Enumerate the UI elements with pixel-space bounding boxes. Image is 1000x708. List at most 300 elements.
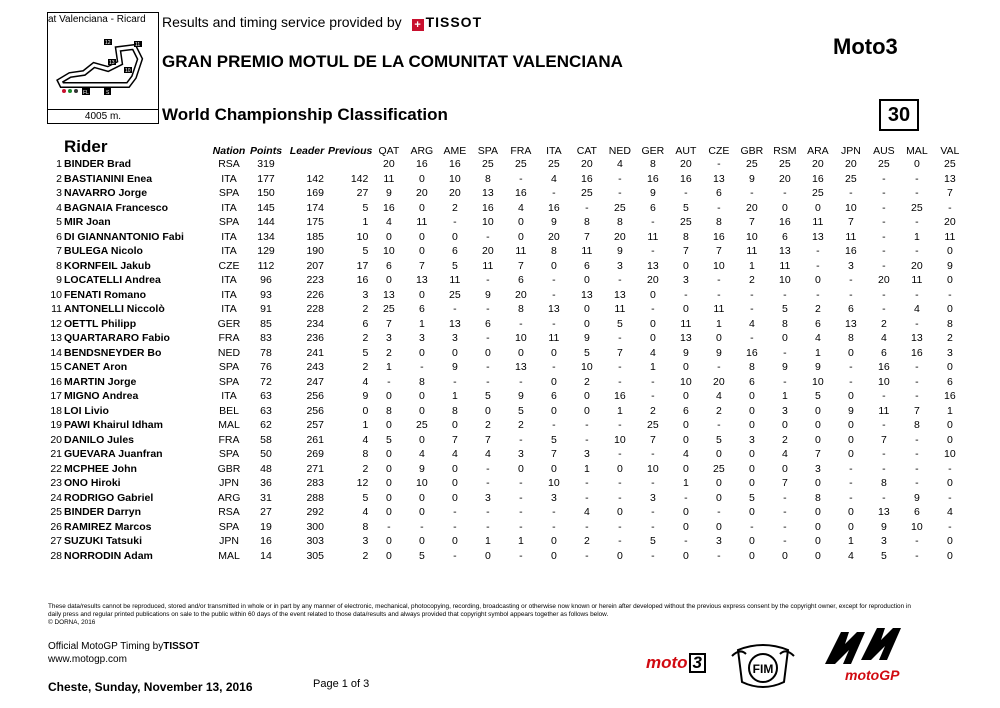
points-cell: 91 bbox=[260, 303, 272, 316]
race-points-cell-aut: 10 bbox=[680, 375, 692, 388]
race-points-cell-ger: 9 bbox=[649, 187, 656, 200]
race-points-cell-aus: 3 bbox=[880, 535, 887, 548]
race-points-cell-ita: 4 bbox=[550, 172, 557, 185]
leader-gap-cell: 256 bbox=[306, 404, 324, 417]
column-header-jpn: JPN bbox=[840, 145, 861, 157]
race-points-cell-ita: 9 bbox=[550, 216, 557, 229]
table-row bbox=[42, 215, 966, 230]
rider-name-cell: DANILO Jules bbox=[64, 433, 135, 446]
race-points-cell-ita: 0 bbox=[550, 462, 557, 475]
race-points-cell-qat: 0 bbox=[385, 549, 392, 562]
race-points-cell-val: - bbox=[948, 288, 952, 301]
race-points-cell-ame: 6 bbox=[451, 245, 458, 258]
race-points-cell-cat: 2 bbox=[583, 535, 590, 548]
rider-name-cell: CANET Aron bbox=[64, 361, 128, 374]
position-cell: 7 bbox=[56, 245, 62, 258]
race-points-cell-arg: 0 bbox=[418, 346, 425, 359]
race-points-cell-cze: 0 bbox=[715, 477, 722, 490]
rider-name-cell: MIR Joan bbox=[64, 216, 111, 229]
race-points-cell-aus: - bbox=[882, 216, 886, 229]
table-row bbox=[42, 491, 966, 506]
race-points-cell-ame: 0 bbox=[451, 535, 458, 548]
points-cell: 19 bbox=[260, 520, 272, 533]
leader-gap-cell: 288 bbox=[306, 491, 324, 504]
race-points-cell-ame: 0 bbox=[451, 230, 458, 243]
race-points-cell-fra: 20 bbox=[515, 288, 527, 301]
points-cell: 112 bbox=[257, 259, 275, 272]
race-points-cell-mal: 9 bbox=[913, 491, 920, 504]
race-points-cell-rsm: 20 bbox=[779, 172, 791, 185]
race-points-cell-spa: 0 bbox=[484, 346, 491, 359]
race-points-cell-gbr: 16 bbox=[746, 346, 758, 359]
table-row bbox=[42, 317, 966, 332]
race-points-cell-aus: 16 bbox=[878, 361, 890, 374]
race-points-cell-aus: 13 bbox=[878, 506, 890, 519]
previous-gap-cell: 3 bbox=[362, 535, 369, 548]
race-points-cell-rsm: 25 bbox=[779, 158, 791, 171]
race-points-cell-arg: 4 bbox=[418, 448, 425, 461]
race-points-cell-fra: - bbox=[519, 317, 523, 330]
race-points-cell-ger: 1 bbox=[649, 361, 656, 374]
race-points-cell-jpn: 0 bbox=[847, 520, 854, 533]
position-cell: 28 bbox=[50, 549, 62, 562]
rider-name-cell: RODRIGO Gabriel bbox=[64, 491, 154, 504]
timing-note-text: Results and timing service provided by bbox=[162, 14, 402, 30]
race-points-cell-ger: 5 bbox=[649, 535, 656, 548]
race-points-cell-arg: 11 bbox=[416, 216, 428, 229]
table-row bbox=[42, 476, 966, 491]
race-points-cell-aus: - bbox=[882, 230, 886, 243]
race-points-cell-fra: 25 bbox=[515, 158, 527, 171]
table-row bbox=[42, 549, 966, 564]
rider-name-cell: DI GIANNANTONIO Fabi bbox=[64, 230, 184, 243]
race-points-cell-ara: 5 bbox=[814, 390, 821, 403]
race-points-cell-ger: - bbox=[651, 549, 655, 562]
position-cell: 23 bbox=[50, 477, 62, 490]
race-points-cell-ame: 7 bbox=[451, 433, 458, 446]
rider-name-cell: GUEVARA Juanfran bbox=[64, 448, 163, 461]
race-points-cell-fra: 13 bbox=[515, 361, 527, 374]
race-points-cell-cat: 13 bbox=[581, 288, 593, 301]
race-points-cell-rsm: - bbox=[783, 375, 787, 388]
table-row bbox=[42, 505, 966, 520]
nation-cell: FRA bbox=[218, 332, 240, 345]
official-timing-text: Official MotoGP Timing by bbox=[48, 641, 164, 652]
previous-gap-cell: 8 bbox=[362, 520, 369, 533]
race-points-cell-qat: 0 bbox=[385, 230, 392, 243]
website-link[interactable]: www.motogp.com bbox=[48, 654, 127, 665]
table-row bbox=[42, 288, 966, 303]
race-points-cell-ame: 4 bbox=[451, 448, 458, 461]
race-points-cell-cze: 6 bbox=[715, 187, 722, 200]
nation-cell: SPA bbox=[218, 375, 240, 388]
race-points-cell-ara: 0 bbox=[814, 274, 821, 287]
nation-cell: ITA bbox=[221, 288, 237, 301]
rider-name-cell: RAMIREZ Marcos bbox=[64, 520, 152, 533]
race-points-cell-ara: 13 bbox=[812, 230, 824, 243]
race-points-cell-fra: 8 bbox=[517, 303, 524, 316]
race-points-cell-ita: 6 bbox=[550, 390, 557, 403]
race-points-cell-qat: 11 bbox=[383, 172, 395, 185]
race-points-cell-fra: - bbox=[519, 433, 523, 446]
race-points-cell-spa: 20 bbox=[482, 245, 494, 258]
points-cell: 150 bbox=[257, 187, 275, 200]
race-points-cell-jpn: - bbox=[849, 462, 853, 475]
race-points-cell-ita: 13 bbox=[548, 303, 560, 316]
position-cell: 5 bbox=[56, 216, 62, 229]
race-points-cell-aus: - bbox=[882, 201, 886, 214]
column-header-ned: NED bbox=[608, 145, 631, 157]
race-points-cell-aus: 8 bbox=[880, 477, 887, 490]
race-points-cell-ned: 25 bbox=[614, 201, 626, 214]
race-points-cell-mal: - bbox=[915, 361, 919, 374]
rider-name-cell: BENDSNEYDER Bo bbox=[64, 346, 162, 359]
race-points-cell-spa: 16 bbox=[482, 201, 494, 214]
race-points-cell-ame: 20 bbox=[449, 187, 461, 200]
race-points-cell-arg: - bbox=[420, 361, 424, 374]
timing-provider-note bbox=[162, 14, 482, 31]
race-points-cell-fra: 7 bbox=[517, 259, 524, 272]
race-points-cell-rsm: 9 bbox=[781, 361, 788, 374]
race-points-cell-ara: 0 bbox=[814, 506, 821, 519]
table-row bbox=[42, 418, 966, 433]
race-points-cell-cat: 11 bbox=[581, 245, 593, 258]
race-points-cell-gbr: 0 bbox=[748, 506, 755, 519]
rider-name-cell: BINDER Darryn bbox=[64, 506, 142, 519]
race-points-cell-ger: - bbox=[651, 303, 655, 316]
points-cell: 93 bbox=[260, 288, 272, 301]
race-points-cell-ame: 5 bbox=[451, 259, 458, 272]
race-points-cell-gbr: 3 bbox=[748, 433, 755, 446]
leader-gap-cell: 169 bbox=[306, 187, 324, 200]
race-points-cell-cat: 0 bbox=[583, 317, 590, 330]
race-points-cell-spa: 25 bbox=[482, 158, 494, 171]
leader-gap-cell: 175 bbox=[306, 216, 324, 229]
race-points-cell-rsm: 0 bbox=[781, 419, 788, 432]
race-points-cell-ned: 10 bbox=[614, 433, 626, 446]
race-points-cell-gbr: 0 bbox=[748, 462, 755, 475]
race-points-cell-aus: - bbox=[882, 390, 886, 403]
race-points-cell-rsm: 11 bbox=[779, 259, 791, 272]
race-points-cell-qat: 10 bbox=[383, 245, 395, 258]
points-cell: 83 bbox=[260, 332, 272, 345]
race-points-cell-aus: 11 bbox=[878, 404, 890, 417]
race-points-cell-fra: - bbox=[519, 172, 523, 185]
event-date: Cheste, Sunday, November 13, 2016 bbox=[48, 680, 253, 694]
race-points-cell-aut: 13 bbox=[680, 332, 692, 345]
nation-cell: GBR bbox=[217, 462, 241, 475]
race-points-cell-rsm: - bbox=[783, 288, 787, 301]
race-points-cell-rsm: 10 bbox=[779, 274, 791, 287]
leader-gap-cell: 190 bbox=[306, 245, 324, 258]
race-points-cell-aus: 7 bbox=[880, 433, 887, 446]
official-timing-block bbox=[48, 640, 199, 666]
race-points-cell-aus: - bbox=[882, 172, 886, 185]
race-points-cell-jpn: - bbox=[849, 375, 853, 388]
race-points-cell-mal: - bbox=[915, 535, 919, 548]
race-points-cell-ita: 16 bbox=[548, 201, 560, 214]
race-points-cell-arg: 0 bbox=[418, 491, 425, 504]
race-points-cell-gbr: 0 bbox=[748, 477, 755, 490]
race-points-cell-ara: 0 bbox=[814, 520, 821, 533]
previous-gap-cell: 5 bbox=[362, 245, 369, 258]
race-points-cell-cze: 13 bbox=[713, 172, 725, 185]
race-points-cell-cat: 4 bbox=[583, 506, 590, 519]
race-points-cell-mal: - bbox=[915, 288, 919, 301]
table-row bbox=[42, 520, 966, 535]
race-points-cell-ara: - bbox=[816, 288, 820, 301]
nation-cell: CZE bbox=[218, 259, 240, 272]
race-points-cell-cze: 0 bbox=[715, 491, 722, 504]
race-points-cell-ned: 4 bbox=[616, 158, 623, 171]
race-points-cell-qat: 0 bbox=[385, 390, 392, 403]
race-points-cell-ame: 2 bbox=[451, 201, 458, 214]
race-points-cell-ita: - bbox=[552, 274, 556, 287]
race-points-cell-ita: 25 bbox=[548, 158, 560, 171]
turn-label-10: 10 bbox=[125, 68, 131, 74]
table-row bbox=[42, 259, 966, 274]
race-points-cell-spa: 4 bbox=[484, 448, 491, 461]
race-points-cell-ara: 0 bbox=[814, 433, 821, 446]
leader-gap-cell: 300 bbox=[306, 520, 324, 533]
race-points-cell-ara: 9 bbox=[814, 361, 821, 374]
race-points-cell-cze: - bbox=[717, 288, 721, 301]
points-cell: 14 bbox=[260, 549, 272, 562]
race-points-cell-val: 0 bbox=[946, 245, 953, 258]
race-points-cell-qat: - bbox=[387, 520, 391, 533]
race-points-cell-arg: 25 bbox=[416, 419, 428, 432]
disclaimer bbox=[48, 603, 918, 627]
race-points-cell-ara: 0 bbox=[814, 477, 821, 490]
column-header-cat: CAT bbox=[576, 145, 597, 157]
moto3-logo-text: moto bbox=[646, 653, 688, 672]
circuit-map-box bbox=[47, 12, 159, 124]
race-points-cell-ger: 8 bbox=[649, 158, 656, 171]
race-points-cell-jpn: 20 bbox=[845, 158, 857, 171]
column-header-arg: ARG bbox=[410, 145, 434, 157]
race-points-cell-arg: 0 bbox=[418, 230, 425, 243]
race-points-cell-ger: 11 bbox=[647, 230, 659, 243]
race-points-cell-ita: - bbox=[552, 288, 556, 301]
table-row bbox=[42, 172, 966, 187]
race-points-cell-ger: - bbox=[651, 477, 655, 490]
race-points-cell-fra: - bbox=[519, 549, 523, 562]
circuit-length: 4005 m. bbox=[48, 109, 158, 123]
race-points-cell-arg: 20 bbox=[416, 187, 428, 200]
fim-logo bbox=[730, 642, 796, 690]
race-points-cell-ita: - bbox=[552, 317, 556, 330]
table-row bbox=[42, 404, 966, 419]
position-cell: 19 bbox=[50, 419, 62, 432]
finish-line-label: FL bbox=[83, 90, 89, 96]
leader-gap-cell: 271 bbox=[306, 462, 324, 475]
race-points-cell-ita: - bbox=[552, 506, 556, 519]
race-points-cell-mal: 7 bbox=[913, 404, 920, 417]
race-points-cell-ita: 0 bbox=[550, 404, 557, 417]
race-points-cell-mal: - bbox=[915, 477, 919, 490]
race-points-cell-ger: - bbox=[651, 448, 655, 461]
points-cell: 50 bbox=[260, 448, 272, 461]
race-points-cell-ned: 13 bbox=[614, 288, 626, 301]
standings-body bbox=[42, 157, 966, 563]
race-points-cell-ger: 3 bbox=[649, 491, 656, 504]
previous-gap-cell: 2 bbox=[362, 549, 369, 562]
race-points-cell-qat: 5 bbox=[385, 433, 392, 446]
table-row bbox=[42, 331, 966, 346]
rider-name-cell: LOCATELLI Andrea bbox=[64, 274, 161, 287]
race-points-cell-ame: 0 bbox=[451, 477, 458, 490]
race-points-cell-arg: 0 bbox=[418, 535, 425, 548]
position-cell: 4 bbox=[56, 201, 62, 214]
leader-gap-cell: 236 bbox=[306, 332, 324, 345]
race-points-cell-cat: 0 bbox=[583, 390, 590, 403]
race-points-cell-arg: 0 bbox=[418, 506, 425, 519]
race-points-cell-rsm: - bbox=[783, 506, 787, 519]
race-points-cell-ame: 8 bbox=[451, 404, 458, 417]
position-cell: 18 bbox=[50, 404, 62, 417]
position-cell: 26 bbox=[50, 520, 62, 533]
start-label: S bbox=[106, 90, 110, 96]
points-cell: 62 bbox=[260, 419, 272, 432]
leader-gap-cell: 243 bbox=[306, 361, 324, 374]
race-points-cell-mal: 20 bbox=[911, 259, 923, 272]
race-points-cell-ned: - bbox=[618, 419, 622, 432]
race-points-cell-fra: 5 bbox=[517, 404, 524, 417]
column-header-rsm: RSM bbox=[773, 145, 797, 157]
race-points-cell-cat: - bbox=[585, 549, 589, 562]
race-points-cell-fra: 1 bbox=[517, 535, 524, 548]
table-row bbox=[42, 462, 966, 477]
race-points-cell-aus: 20 bbox=[878, 274, 890, 287]
race-points-cell-aut: - bbox=[684, 288, 688, 301]
column-header-ita: ITA bbox=[546, 145, 562, 157]
race-points-cell-ame: 0 bbox=[451, 419, 458, 432]
nation-cell: BEL bbox=[219, 404, 239, 417]
race-points-cell-fra: - bbox=[519, 520, 523, 533]
race-points-cell-aus: - bbox=[882, 303, 886, 316]
race-points-cell-ita: 0 bbox=[550, 535, 557, 548]
race-points-cell-ara: 1 bbox=[814, 346, 821, 359]
position-cell: 3 bbox=[56, 187, 62, 200]
rider-name-cell: BINDER Brad bbox=[64, 158, 132, 171]
points-cell: 48 bbox=[260, 462, 272, 475]
race-points-cell-spa: 3 bbox=[484, 491, 491, 504]
previous-gap-cell: 6 bbox=[362, 317, 369, 330]
previous-gap-cell: 1 bbox=[362, 419, 369, 432]
race-points-cell-aus: 2 bbox=[880, 317, 887, 330]
race-points-cell-gbr: 2 bbox=[748, 274, 755, 287]
race-points-cell-ger: 16 bbox=[647, 172, 659, 185]
race-points-cell-cze: 20 bbox=[713, 375, 725, 388]
race-points-cell-mal: 16 bbox=[911, 346, 923, 359]
race-points-cell-jpn: - bbox=[849, 288, 853, 301]
turn-label-12: 12 bbox=[105, 40, 111, 46]
race-points-cell-spa: 0 bbox=[484, 404, 491, 417]
race-points-cell-ara: 25 bbox=[812, 187, 824, 200]
position-cell: 13 bbox=[50, 332, 62, 345]
position-cell: 22 bbox=[50, 462, 62, 475]
race-points-cell-jpn: 0 bbox=[847, 506, 854, 519]
nation-cell: SPA bbox=[218, 361, 240, 374]
race-points-cell-arg: 3 bbox=[418, 332, 425, 345]
race-points-cell-spa: 7 bbox=[484, 433, 491, 446]
table-row bbox=[42, 186, 966, 201]
leader-gap-cell: 283 bbox=[306, 477, 324, 490]
race-points-cell-jpn: 7 bbox=[847, 216, 854, 229]
race-points-cell-ger: - bbox=[651, 520, 655, 533]
points-cell: 27 bbox=[260, 506, 272, 519]
motogp-logo bbox=[815, 624, 925, 684]
table-row bbox=[42, 244, 966, 259]
position-cell: 12 bbox=[50, 317, 62, 330]
race-points-cell-aut: - bbox=[684, 535, 688, 548]
race-points-cell-aut: 1 bbox=[682, 477, 689, 490]
column-header-cze: CZE bbox=[708, 145, 730, 157]
race-points-cell-ger: - bbox=[651, 390, 655, 403]
points-cell: 31 bbox=[260, 491, 272, 504]
race-points-cell-mal: - bbox=[915, 187, 919, 200]
leader-gap-cell: 234 bbox=[306, 317, 324, 330]
rider-name-cell: BULEGA Nicolo bbox=[64, 245, 143, 258]
race-points-cell-qat: 8 bbox=[385, 404, 392, 417]
leader-gap-cell: 207 bbox=[306, 259, 324, 272]
column-header-ger: GER bbox=[641, 145, 665, 157]
race-points-cell-val: 0 bbox=[946, 361, 953, 374]
rider-name-cell: MIGNO Andrea bbox=[64, 390, 139, 403]
race-points-cell-cat: - bbox=[585, 520, 589, 533]
previous-gap-cell bbox=[328, 157, 372, 172]
turn-label-11: 11 bbox=[135, 42, 141, 48]
race-points-cell-cat: 0 bbox=[583, 274, 590, 287]
race-points-cell-aut: 0 bbox=[682, 506, 689, 519]
race-points-cell-ger: 0 bbox=[649, 332, 656, 345]
previous-gap-cell: 8 bbox=[362, 448, 369, 461]
column-header-qat: QAT bbox=[378, 145, 400, 157]
race-points-cell-rsm: - bbox=[783, 491, 787, 504]
race-points-cell-aut: 11 bbox=[680, 317, 692, 330]
race-points-cell-cat: 1 bbox=[583, 462, 590, 475]
race-points-cell-cze: - bbox=[717, 274, 721, 287]
race-points-cell-ame: 9 bbox=[451, 361, 458, 374]
race-points-cell-ara: - bbox=[816, 259, 820, 272]
table-row bbox=[42, 157, 966, 172]
race-points-cell-cze: - bbox=[717, 506, 721, 519]
race-points-cell-spa: 6 bbox=[484, 317, 491, 330]
race-points-cell-val: - bbox=[948, 520, 952, 533]
race-points-cell-ned: - bbox=[618, 332, 622, 345]
race-points-cell-jpn: 3 bbox=[847, 259, 854, 272]
race-points-cell-jpn: 0 bbox=[847, 419, 854, 432]
leader-gap-cell: 256 bbox=[306, 390, 324, 403]
position-cell: 6 bbox=[56, 230, 62, 243]
race-points-cell-ger: 0 bbox=[649, 317, 656, 330]
moto3-logo-number: 3 bbox=[689, 653, 706, 673]
points-cell: 177 bbox=[257, 172, 275, 185]
nation-cell: SPA bbox=[218, 448, 240, 461]
race-points-cell-rsm: 0 bbox=[781, 549, 788, 562]
race-points-cell-ame: - bbox=[453, 216, 457, 229]
circuit-map-icon bbox=[48, 29, 158, 109]
race-points-cell-val: 0 bbox=[946, 477, 953, 490]
race-points-cell-val: 1 bbox=[946, 404, 953, 417]
race-points-cell-cze: - bbox=[717, 549, 721, 562]
race-points-cell-cat: 0 bbox=[583, 303, 590, 316]
race-points-cell-fra: 4 bbox=[517, 201, 524, 214]
race-points-cell-rsm: 5 bbox=[781, 303, 788, 316]
race-points-cell-fra: 10 bbox=[515, 332, 527, 345]
race-points-cell-ned: - bbox=[618, 491, 622, 504]
column-header-spa: SPA bbox=[477, 145, 498, 157]
